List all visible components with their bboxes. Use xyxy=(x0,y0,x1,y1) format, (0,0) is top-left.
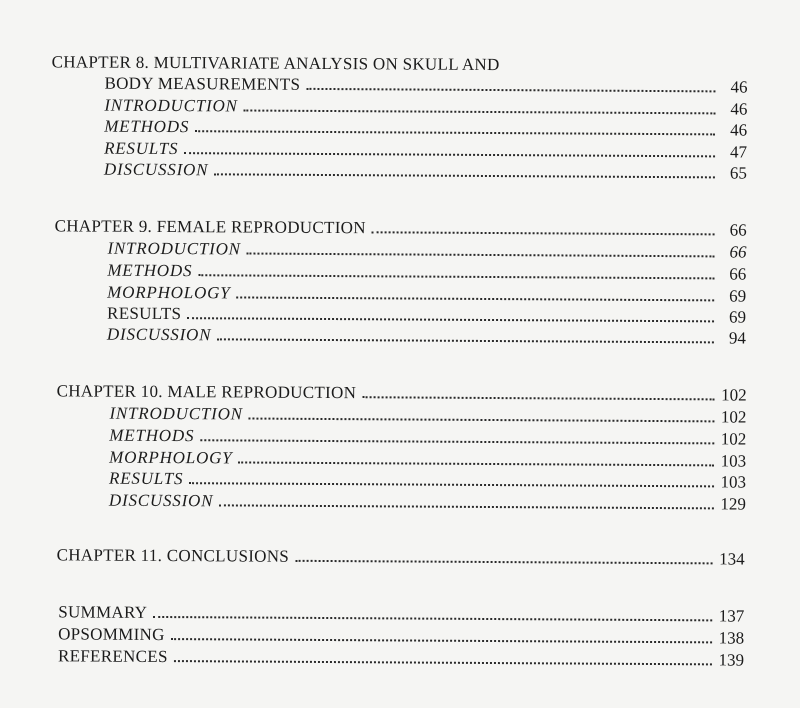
chapter-11-title: CHAPTER 11. CONCLUSIONS xyxy=(56,545,290,566)
page-number: 46 xyxy=(730,120,748,140)
toc-entry xyxy=(104,139,747,163)
dot-leader xyxy=(244,109,716,114)
chapter-10-title: CHAPTER 10. MALE REPRODUCTION xyxy=(56,381,357,403)
toc-entry xyxy=(107,325,746,349)
entry-label: DISCUSSION xyxy=(103,159,209,180)
toc-entry xyxy=(107,261,746,285)
page-number: 129 xyxy=(720,494,746,514)
entry-label: METHODS xyxy=(107,260,193,281)
page-number: 46 xyxy=(730,77,748,97)
entry-label: DISCUSSION xyxy=(106,324,212,345)
toc-entry xyxy=(109,404,746,428)
toc-entry xyxy=(109,469,746,493)
dot-leader xyxy=(200,439,714,444)
page-number: 102 xyxy=(721,385,747,405)
dot-leader xyxy=(217,338,714,343)
page-number: 66 xyxy=(729,220,747,240)
page-number: 134 xyxy=(719,549,745,569)
toc-entry xyxy=(109,448,746,472)
page-number: 66 xyxy=(729,264,747,284)
dot-leader xyxy=(362,396,714,400)
dot-leader xyxy=(198,274,714,279)
dot-leader xyxy=(184,152,715,157)
entry-label: INTRODUCTION xyxy=(104,95,238,116)
toc-entry xyxy=(104,96,747,120)
toc-entry xyxy=(58,646,744,670)
toc-entry xyxy=(107,283,746,307)
dot-leader xyxy=(189,482,714,487)
page-number: 69 xyxy=(729,286,747,306)
entry-label: METHODS xyxy=(109,425,195,446)
entry-label: MORPHOLOGY xyxy=(107,282,231,303)
chapter-9-heading xyxy=(55,216,747,240)
opsomming-label: OPSOMMING xyxy=(58,624,165,645)
references-label: REFERENCES xyxy=(57,646,168,667)
dot-leader xyxy=(236,296,714,301)
chapter-8-subtitle: BODY MEASUREMENTS xyxy=(104,73,301,94)
chapter-11-heading xyxy=(57,545,745,569)
toc-entry xyxy=(58,624,744,648)
chapter-8-title: CHAPTER 8. MULTIVARIATE ANALYSIS ON SKULL AND xyxy=(51,52,500,75)
page-number: 103 xyxy=(720,472,747,492)
dot-leader xyxy=(238,461,714,466)
dot-leader xyxy=(219,504,714,509)
page-number: 102 xyxy=(720,407,747,427)
toc-entry xyxy=(58,602,744,626)
page-number: 102 xyxy=(720,429,747,449)
dot-leader xyxy=(306,88,715,92)
page-number: 69 xyxy=(729,307,747,327)
entry-label: RESULTS xyxy=(107,303,182,324)
toc-entry xyxy=(107,239,746,263)
entry-label: INTRODUCTION xyxy=(107,238,241,259)
chapter-9-title: CHAPTER 9. FEMALE REPRODUCTION xyxy=(54,216,366,238)
summary-label: SUMMARY xyxy=(58,602,148,622)
dot-leader xyxy=(171,638,712,643)
page-number: 66 xyxy=(729,242,747,262)
chapter-10-heading xyxy=(57,381,747,405)
entry-label: MORPHOLOGY xyxy=(109,447,233,468)
entry-label: DISCUSSION xyxy=(108,490,214,511)
dot-leader xyxy=(372,231,715,235)
dot-leader xyxy=(153,616,712,621)
chapter-8-heading-line1 xyxy=(52,52,612,75)
page-number: 137 xyxy=(718,606,745,626)
dot-leader xyxy=(295,560,713,565)
page-number: 103 xyxy=(720,451,747,471)
dot-leader xyxy=(247,253,715,258)
toc-entry xyxy=(107,304,746,328)
chapter-8-heading-line2 xyxy=(104,74,747,98)
dot-leader xyxy=(174,660,712,665)
toc-entry xyxy=(109,491,746,515)
entry-label: RESULTS xyxy=(104,138,179,159)
dot-leader xyxy=(195,130,715,135)
dot-leader xyxy=(249,418,715,423)
toc-entry xyxy=(104,117,747,141)
entry-label: METHODS xyxy=(104,116,190,137)
entry-label: RESULTS xyxy=(109,468,184,489)
page-number: 139 xyxy=(718,650,745,670)
page-number: 94 xyxy=(728,328,747,348)
dot-leader xyxy=(187,317,714,322)
toc-entry xyxy=(104,160,747,184)
page-number: 65 xyxy=(729,163,748,183)
page-number: 138 xyxy=(718,628,745,648)
page-number: 46 xyxy=(730,99,748,119)
entry-label: INTRODUCTION xyxy=(109,403,243,424)
toc-entry xyxy=(109,426,746,450)
page-number: 47 xyxy=(730,142,748,162)
dot-leader xyxy=(214,173,715,178)
